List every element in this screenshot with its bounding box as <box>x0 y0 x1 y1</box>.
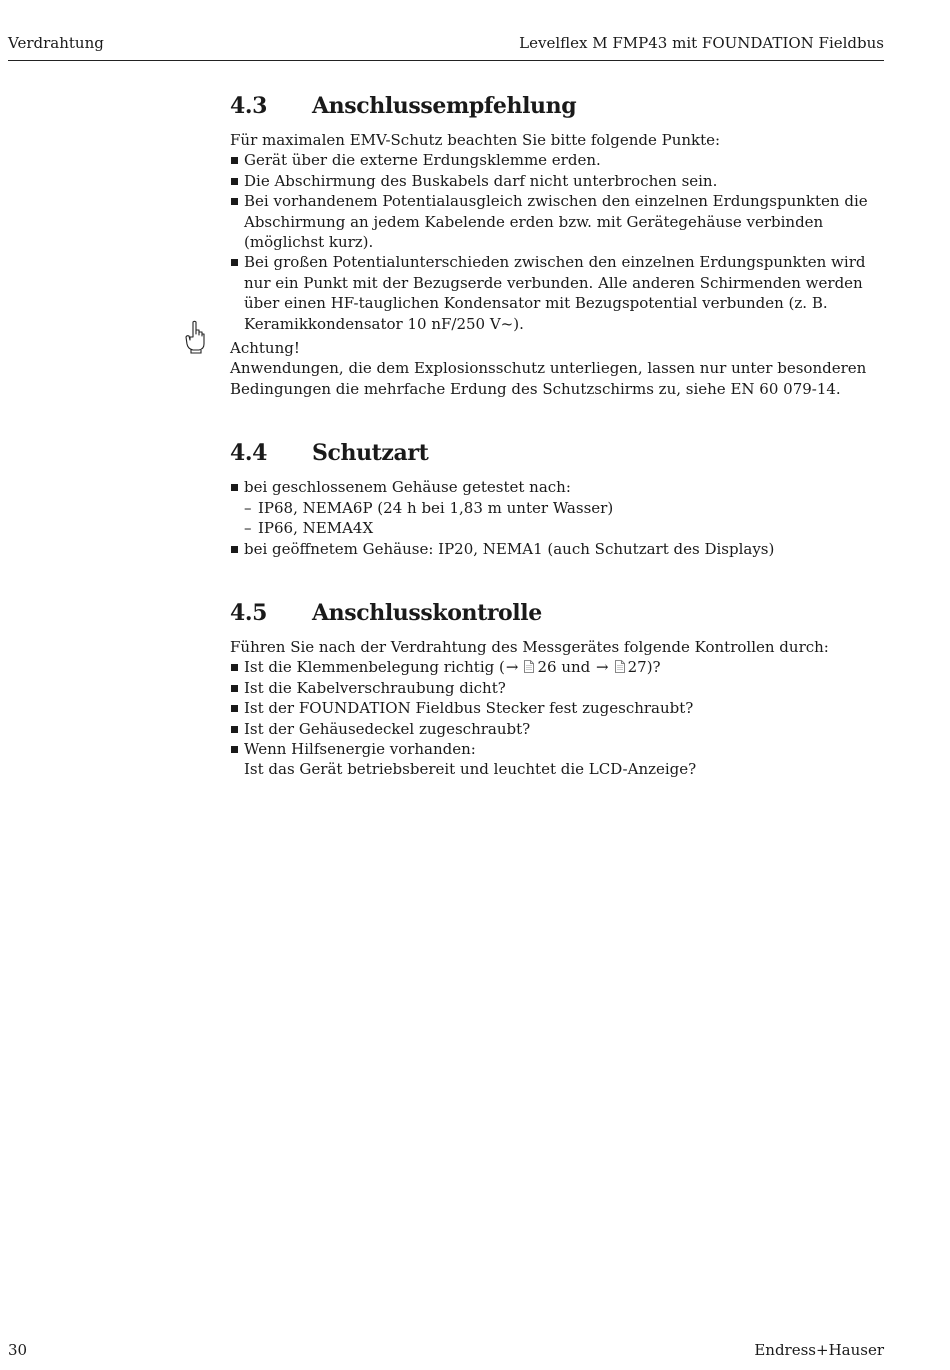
list-item-line: Wenn Hilfsenergie vorhanden: <box>244 739 476 758</box>
list-item <box>230 657 890 677</box>
list-item: Ist die Kabelverschraubung dicht? <box>230 678 890 698</box>
bullet-list <box>230 150 890 334</box>
section-heading <box>230 599 890 627</box>
note-title: Achtung! <box>230 339 300 358</box>
list-item: Ist der Gehäusedeckel zugeschraubt? <box>230 719 890 739</box>
pointing-hand-icon <box>184 320 206 354</box>
list-item: Ist der FOUNDATION Fieldbus Stecker fest zugeschraubt? <box>230 698 890 718</box>
section-number: 4.3 <box>230 93 268 119</box>
caution-note <box>230 338 890 399</box>
check-text: Ist die Klemmenbelegung richtig ( <box>244 658 505 677</box>
list-item-line: Ist das Gerät betriebsbereit und leuchtet die LCD-Anzeige? <box>244 760 697 779</box>
list-item <box>230 739 890 780</box>
section-title: Anschlussempfehlung <box>312 93 577 119</box>
page-number: 30 <box>8 1341 28 1359</box>
header-product: Levelflex M FMP43 mit FOUNDATION Fieldbus <box>519 34 884 52</box>
arrow-icon: → <box>505 658 519 677</box>
dash-item: – IP66, NEMA4X <box>244 518 890 538</box>
page-ref: 26 <box>537 658 557 677</box>
page-footer <box>8 1340 884 1362</box>
section-number: 4.5 <box>230 599 268 626</box>
section-intro: Für maximalen EMV-Schutz beachten Sie bitte folgende Punkte: <box>230 131 721 149</box>
note-text: Anwendungen, die dem Explosionsschutz unterliegen, lassen nur unter besonderen Bedingungen die mehrfache Erdung des Schutzschirms zu, siehe EN 60 079-14. <box>230 359 867 398</box>
brand-name: Endress+Hauser <box>754 1341 884 1359</box>
bullet-list <box>230 477 890 559</box>
dash-item: – IP68, NEMA6P (24 h bei 1,83 m unter Wasser) <box>244 498 890 518</box>
list-item <box>230 477 890 538</box>
checklist <box>230 657 890 779</box>
list-item: Bei vorhandenem Potentialausgleich zwischen den einzelnen Erdungspunkten die Abschirmung an jedem Kabelende erden bzw. mit Gerätegehäuse verbinden (möglichst kurz). <box>230 191 890 252</box>
list-item: bei geöffnetem Gehäuse: IP20, NEMA1 (auch Schutzart des Displays) <box>230 539 890 559</box>
section-4-5 <box>230 599 890 780</box>
list-item: Bei großen Potentialunterschieden zwischen den einzelnen Erdungspunkten wird nur ein Punkt mit der Bezugserde verbunden. Alle anderen Schirmenden werden über einen HF-tauglichen Kondensator mit Bezugspotential verbunden (z. B. Keramikkondensator 10 nF/250 V~). <box>230 252 890 334</box>
list-item-text: bei geschlossenem Gehäuse getestet nach: <box>244 478 571 497</box>
check-text-end: )? <box>646 658 661 677</box>
page-header <box>8 30 884 61</box>
section-title: Schutzart <box>312 440 429 467</box>
arrow-icon: → <box>596 658 609 677</box>
list-item: Gerät über die externe Erdungsklemme erden. <box>230 150 890 170</box>
page-content <box>230 92 890 820</box>
ref-separator: und <box>561 658 591 677</box>
section-intro: Führen Sie nach der Verdrahtung des Messgerätes folgende Kontrollen durch: <box>230 637 829 656</box>
header-chapter: Verdrahtung <box>8 34 104 52</box>
section-heading <box>230 439 890 467</box>
section-title: Anschlusskontrolle <box>312 599 542 626</box>
page-ref: 27 <box>627 658 647 677</box>
page-reference-icon <box>524 660 534 673</box>
section-number: 4.4 <box>230 440 268 467</box>
dash-list <box>244 498 890 539</box>
section-4-4 <box>230 439 890 559</box>
page-reference-icon <box>615 660 625 673</box>
section-heading <box>230 92 890 120</box>
section-4-3 <box>230 92 890 399</box>
list-item: Die Abschirmung des Buskabels darf nicht unterbrochen sein. <box>230 171 890 191</box>
